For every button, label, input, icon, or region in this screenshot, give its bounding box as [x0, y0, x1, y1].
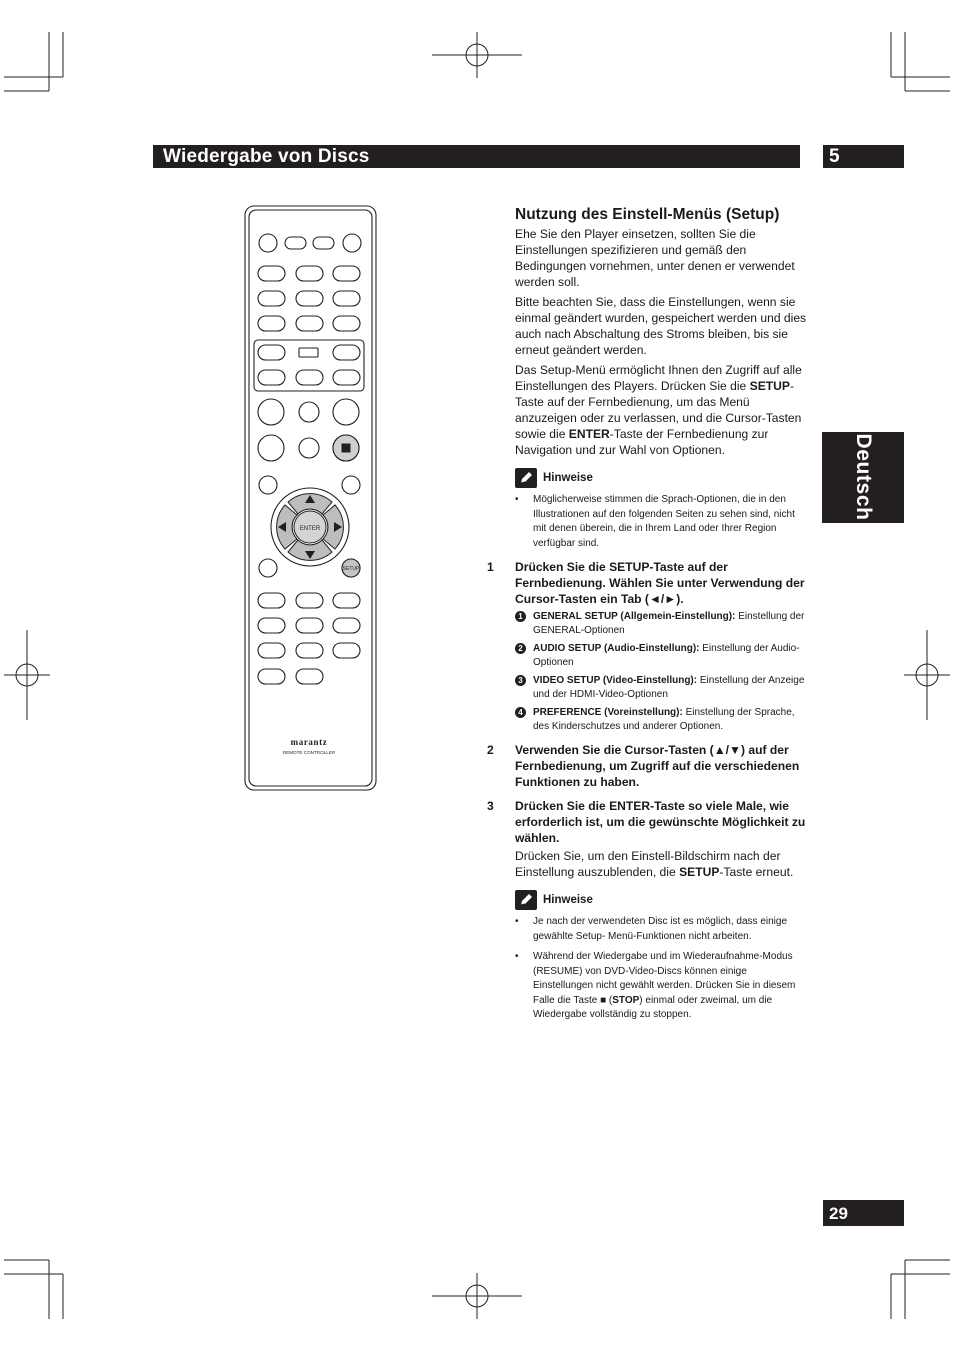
- note-pencil-icon: [515, 890, 537, 910]
- step-3-detail: Drücken Sie, um den Einstell-Bildschirm nach der Einstellung auszublenden, die SETUP-Taste erneut.: [515, 849, 794, 879]
- intro-paragraph-1: Ehe Sie den Player einsetzen, sollten Sie die Einstellungen spezifizieren und gemäß den Bedingungen vornehmen, unter denen er verwendet werden soll.: [515, 227, 795, 289]
- note-item: • Je nach der verwendeten Disc ist es möglich, dass einige gewählte Setup- Menü-Funktionen nicht arbeiten.: [515, 916, 788, 942]
- remote-enter-label: ENTER: [299, 526, 321, 532]
- content-column: [487, 204, 807, 1029]
- language-tab-label: Deutsch: [852, 433, 875, 521]
- remote-control-illustration: [244, 205, 378, 793]
- note-heading-2: Hinweise: [515, 890, 807, 910]
- tab-item-general: 1 GENERAL SETUP (Allgemein-Einstellung): Einstellung der GENERAL-Optionen: [515, 610, 807, 638]
- intro-paragraph-3: Das Setup-Menü ermöglicht Ihnen den Zugriff auf alle Einstellungen des Players. Drücken Sie die SETUP-Taste auf der Fernbedienung, um das Menü anzuzeigen oder zu verlassen, und die Cursor-Tasten sowie die ENTER-Taste der Fernbedienung zur Navigation und zur Wahl von Optionen.: [515, 363, 802, 457]
- intro-paragraph-2: Bitte beachten Sie, dass die Einstellungen, wenn sie einmal geändert wurden, gespeichert werden und dies auch nach Abschaltung des Stroms bleiben, bis sie erneut geändert werden.: [515, 295, 807, 357]
- step-2: 2 Verwenden Sie die Cursor-Tasten (▲/▼) auf der Fernbedienung, um Zugriff auf die verschiedenen Funktionen zu haben.: [487, 743, 800, 789]
- note-item: • Während der Wiedergabe und im Wiederaufnahme-Modus (RESUME) von DVD-Video-Discs können einige Einstellungen nicht gewählt werden. Drücken Sie in diesem Falle die Taste ■ (STOP) einmal oder zweimal, um die Wiedergabe vollständig zu stoppen.: [515, 951, 796, 1020]
- section-header-title: Wiedergabe von Discs: [163, 146, 370, 167]
- note-item: • Möglicherweise stimmen die Sprach-Optionen, die in den Illustrationen auf den folgenden Seiten zu sehen sind, nicht mit denen überein, die in Ihrem Land oder Ihrer Region verfügbar sind.: [515, 494, 795, 549]
- note-pencil-icon: [515, 468, 537, 488]
- page-number: 29: [829, 1204, 848, 1223]
- step-3: 3 Drücken Sie die ENTER-Taste so viele Male, wie erforderlich ist, um die gewünschte Möglichkeit zu wählen.: [487, 799, 806, 845]
- remote-caption: REMOTE CONTROLLER: [282, 750, 336, 755]
- note-heading-1: Hinweise: [515, 468, 807, 488]
- chapter-number: 5: [829, 146, 840, 167]
- tab-item-audio: 2 AUDIO SETUP (Audio-Einstellung): Einstellung der Audio-Optionen: [515, 642, 807, 670]
- remote-brand-logo: marantz: [290, 737, 328, 747]
- section-heading: Nutzung des Einstell-Menüs (Setup): [515, 206, 780, 223]
- tab-item-video: 3 VIDEO SETUP (Video-Einstellung): Einstellung der Anzeige und der HDMI-Video-Optionen: [515, 674, 807, 702]
- tab-item-preference: 4 PREFERENCE (Voreinstellung): Einstellung der Sprache, des Kinderschutzes und anderer Optionen.: [515, 706, 807, 734]
- step-1: 1 Drücken Sie die SETUP-Taste auf der Fernbedienung. Wählen Sie unter Verwendung der Cursor-Tasten ein Tab (◄/►).: [487, 560, 805, 606]
- remote-setup-label: SETUP: [342, 566, 360, 572]
